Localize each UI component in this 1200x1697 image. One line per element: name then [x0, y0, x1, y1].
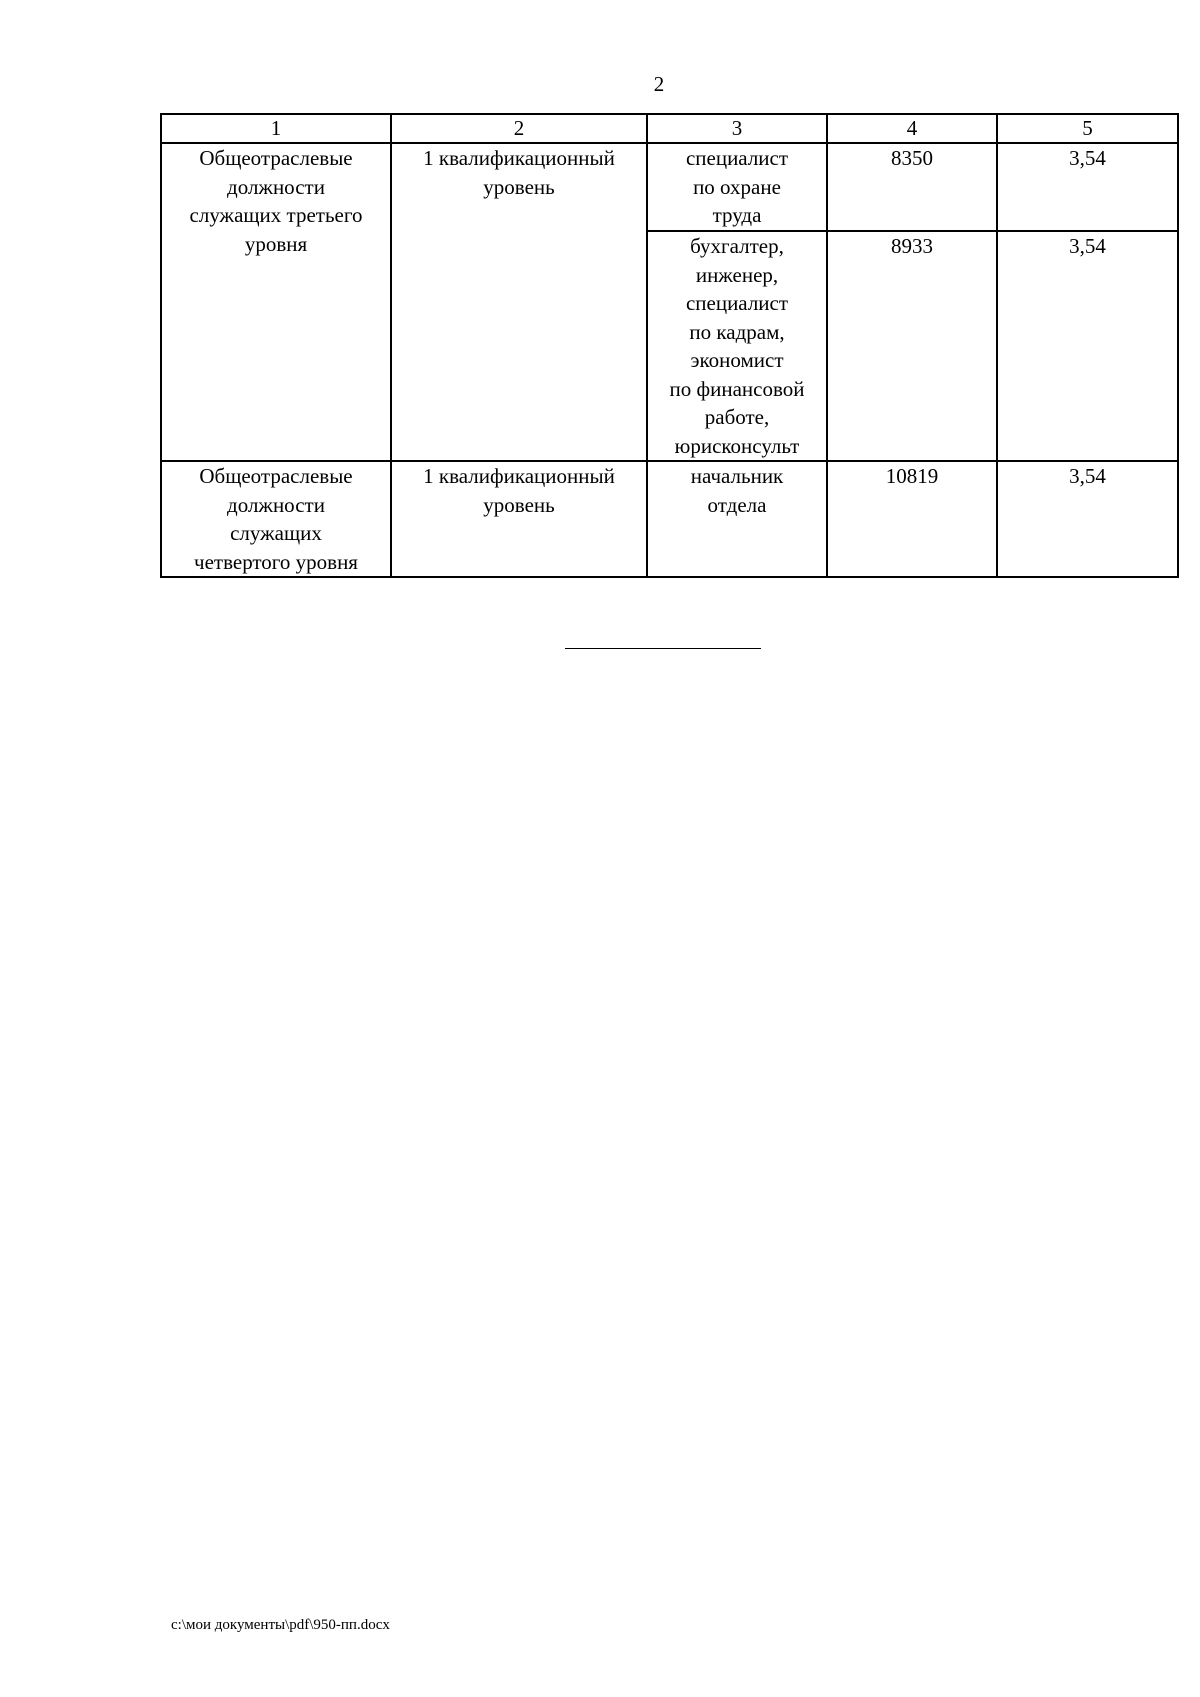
separator-line	[565, 648, 761, 649]
salary-cell: 8933	[827, 231, 997, 461]
cell-line: уровня	[244, 231, 308, 256]
cell-line: юрисконсульт	[674, 433, 800, 458]
coefficient-cell: 3,54	[997, 461, 1178, 577]
group-name-cell	[161, 143, 391, 461]
cell-line: инженер,	[695, 262, 779, 287]
page-number: 2	[653, 72, 665, 96]
table-header-row	[161, 114, 1178, 143]
cell-line: по кадрам,	[689, 319, 785, 344]
cell-line: уровень	[483, 174, 555, 199]
salary-cell: 10819	[827, 461, 997, 577]
cell-line: четвертого уровня	[194, 549, 358, 574]
cell-line: 1 квалификационный	[423, 146, 615, 170]
cell-line: работе,	[704, 405, 770, 429]
coefficient-cell: 3,54	[997, 143, 1178, 231]
qualification-level-cell	[391, 143, 647, 461]
cell-line: 1 квалификационный	[423, 464, 615, 488]
header-cell: 3	[647, 114, 827, 143]
qualification-level-cell	[391, 461, 647, 577]
cell-line: экономист	[690, 348, 784, 372]
salary-cell: 8350	[827, 143, 997, 231]
group-name-cell	[161, 461, 391, 577]
table-row	[161, 143, 1178, 231]
header-cell: 2	[391, 114, 647, 143]
cell-line: начальник	[690, 464, 784, 488]
cell-line: Общеотраслевые	[199, 146, 353, 170]
cell-line: по охране	[693, 174, 781, 199]
cell-line: специалист	[685, 291, 789, 315]
header-cell: 4	[827, 114, 997, 143]
cell-line: должности	[227, 492, 325, 517]
cell-line: специалист	[685, 146, 789, 170]
position-cell	[647, 143, 827, 231]
header-cell: 5	[997, 114, 1178, 143]
cell-line: уровень	[483, 492, 555, 517]
cell-line: должности	[227, 174, 325, 199]
header-cell: 1	[161, 114, 391, 143]
cell-line: служащих третьего	[189, 203, 363, 227]
cell-line: отдела	[707, 492, 767, 517]
table-row	[161, 461, 1178, 577]
position-cell	[647, 231, 827, 461]
cell-line: бухгалтер,	[690, 234, 784, 258]
position-cell	[647, 461, 827, 577]
cell-line: труда	[712, 203, 762, 227]
cell-line: служащих	[230, 521, 322, 545]
cell-line: по финансовой	[669, 376, 805, 401]
footer-file-path: c:\мои документы\pdf\950-пп.docx	[171, 1617, 390, 1633]
cell-line: Общеотраслевые	[199, 464, 353, 488]
coefficient-cell: 3,54	[997, 231, 1178, 461]
salary-table	[160, 113, 1179, 578]
